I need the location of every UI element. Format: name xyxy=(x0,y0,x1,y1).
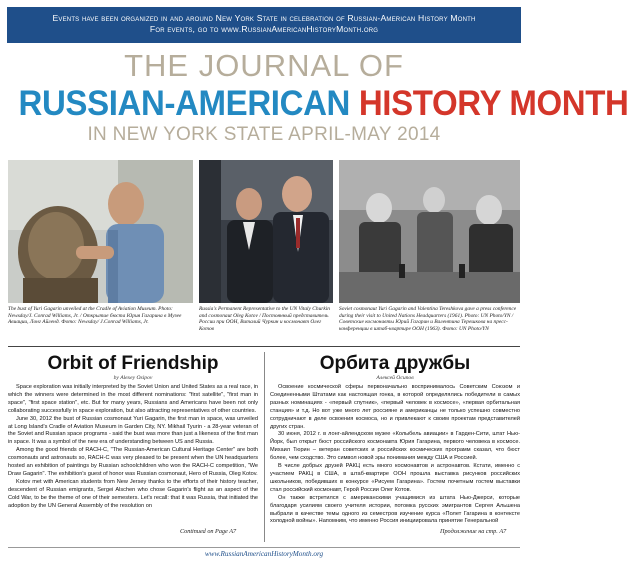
banner-line-2[interactable]: For events, go to www.RussianAmericanHistoryMonth.org xyxy=(149,24,379,34)
column-divider xyxy=(264,352,265,542)
article-body-en xyxy=(8,384,258,526)
masthead-line-2 xyxy=(18,83,629,123)
photo-gagarin-bust xyxy=(8,160,193,303)
banner-line-1: Events have been organized in and around New York State in celebration of Russian-American History Month xyxy=(52,13,476,23)
events-banner xyxy=(7,7,521,43)
paragraph-ru-1: Освоение космической сферы первоначально воспринималось Советским Союзом и Соединенными Штатами как настоящая гонка, в которой определялись победители в самых разных номинациях - «первый спутник», «первый человек в космосе», «первая орбитальная станция» и т.д. Но вот уже много лет россияне и американцы не только успешно совместно сотрудничают в деле освоения космоса, но и привлекают к своим проектам представителей других стран. xyxy=(270,384,520,430)
paragraph-en-3: Among the good friends of RACH-C, "The Russian-American Cultural Heritage Center" are both cosmonauts and astronauts so, RACH-C was very pleased to be present when the UN headquarters hosted an exhibition of paintings by Russian schoolchildren who won the RACH-C competition, "We Draw Gagarin". The exhibition's guest of honor was Russian cosmonaut, Hero of Russia, Oleg Kotov. xyxy=(8,447,258,477)
headline-ru: Орбита дружбы xyxy=(319,353,471,374)
paragraph-ru-2: 30 июня, 2012 г. в лонг-айлендском музее «Колыбель авиации» в Гарден-Сити, штат Нью-Йорк, был открыт бюст российского космонавта Юрия Гагарина, первого человека в космосе. Михаил Тюрин – ветеран советских и российских космических программ сказал, что бюст более, чем сходство. Это символ новой эры понимания между США и Россией. xyxy=(270,431,520,462)
caption-photo-1: The bust of Yuri Gagarin unveiled at the Cradle of Aviation Museum. Photo: Newsday/J. Conrad Williams, Jr. / Открытие бюста Юрия Гагарина в Музее Авиации, Лонг Айленд. Фото: Newsday/ J.Conrad Williams, Jr. xyxy=(8,306,182,326)
masthead-line-3: IN NEW YORK STATE APRIL-MAY 2014 xyxy=(87,124,441,145)
paragraph-ru-4: Он также встретился с американскими учащимися из штата Нью-Джерси, которые благодаря усилиям своего учителя истории, потомка русских эмигрантов Сергея Альшена выбрали в качестве темы одного из семестров изучение курса «Полет Гагарина в контексте холодной войны». Напомним, что именно Россия инициировала принятие Генеральной xyxy=(270,494,520,525)
footer-rule xyxy=(8,547,520,548)
masthead-line-1: THE JOURNAL OF xyxy=(124,48,404,83)
photo-gagarin-tereshkova xyxy=(339,160,520,303)
caption-photo-3: Soviet cosmonaut Yuri Gagarin and Valentina Tereshkova gave a press conference during their visit to United Nations Headquarters (1961). Photo: UN Photo/YN / Советские космонавты Юрий Гагарин и Валентина Терешкова на пресс-конференции в штаб-квартире ООН (1963). Фото: UN Photo/YN xyxy=(339,306,517,332)
continued-en[interactable]: Continued on Page A7 xyxy=(180,528,237,535)
paragraph-en-1: Space exploration was initially interpreted by the Soviet Union and United States as a real race, in which the winners were determined in the most different nominations: "first satellite", "first man in space", "first space station", etc. But for many years, Russians and Americans have been not only collaborating successfully in space exploration, but also attracting representatives of other countries. xyxy=(8,384,258,414)
footer-url-link[interactable]: www.RussianAmericanHistoryMonth.org xyxy=(204,550,324,558)
section-divider xyxy=(8,346,520,347)
masthead-russian-american: RUSSIAN-AMERICAN xyxy=(18,83,351,123)
masthead-history-month: HISTORY MONTH xyxy=(358,83,629,123)
article-body-ru xyxy=(270,384,520,526)
photo-churkin-kotov xyxy=(199,160,333,303)
paragraph-en-4: Kotov met with American students from New Jersey thanks to the efforts of their history teacher, descendent of Russian emigrants, Sergei Alschen who chose Gagarin's flight as an aspect of the Cold War, to be the theme of one of their semesters. Let's recall: that it was Russia, that initiated the adoption by the UN General Assembly of the resolution on xyxy=(8,478,258,509)
caption-photo-2: Russia's Permanent Representative to the UN Vitaly Churkin and cosmonaut Oleg Kotov / Постоянный представитель России при ООН, Виталий Чуркин и космонавт Олег Котов xyxy=(199,306,330,332)
paragraph-en-2: June 30, 2012 the bust of Russian cosmonaut Yuri Gagarin, the first man in space, was unveiled at Long Island's Cradle of Aviation Museum in Garden City, NY. Mikhail Tyurin - a 28-year veteran of the Soviet and Russian space programs - said the bust was more than just a likeness of the first man in space. It was a symbol of the new era of understanding between US and Russia. xyxy=(8,415,258,446)
byline-ru: Алексей Осипов xyxy=(376,375,414,381)
byline-en: by Alexey Osipov xyxy=(113,375,153,381)
paragraph-ru-3: В числе добрых друзей РАКЦ есть много космонавтов и астронавтов. Кстати, именно с участием РАКЦ в США, в штаб-квартире ООН прошла выставка рисунков российских школьников, победивших в конкурсе «Рисуем Гагарина». Гостем почетным гостем выставки стал российский космонавт, Герой России Олег Котов. xyxy=(270,463,520,493)
headline-en: Orbit of Friendship xyxy=(47,353,219,374)
continued-ru[interactable]: Продолжение на стр. А7 xyxy=(440,528,507,535)
